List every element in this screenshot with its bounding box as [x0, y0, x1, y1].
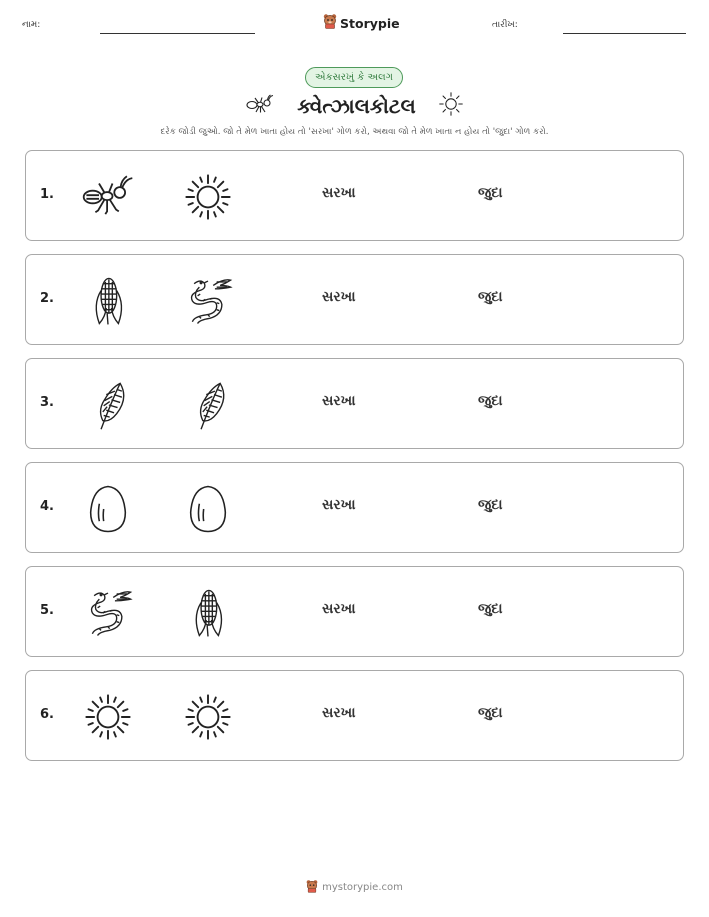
- sun-icon: [81, 691, 135, 743]
- different-option[interactable]: જુદા: [478, 705, 503, 721]
- question-row: [25, 566, 684, 657]
- different-option[interactable]: જુદા: [478, 185, 503, 201]
- question-row: [25, 150, 684, 241]
- question-number: 6.: [40, 707, 54, 722]
- worksheet-type-badge: એકસરખું કે અલગ: [305, 67, 403, 88]
- date-field[interactable]: [563, 33, 686, 34]
- different-option[interactable]: જુદા: [478, 289, 503, 305]
- question-row: [25, 462, 684, 553]
- name-field[interactable]: [100, 33, 255, 34]
- question-row: [25, 254, 684, 345]
- sun-icon: [438, 91, 464, 121]
- same-option[interactable]: સરખા: [322, 185, 356, 201]
- same-option[interactable]: સરખા: [322, 393, 356, 409]
- question-number: 4.: [40, 499, 54, 514]
- corn-icon: [81, 275, 135, 327]
- question-number: 1.: [40, 187, 54, 202]
- feather-icon: [181, 379, 235, 431]
- instructions: દરેક જોડી જુઓ. જો તે મેળ ખાતા હોય તો 'સરખા' ગોળ કરો, અથવા જો તે મેળ ખાતા ન હોય તો 'જુદા' ગોળ કરો.: [160, 127, 549, 137]
- egg-icon: [181, 483, 235, 535]
- different-option[interactable]: જુદા: [478, 393, 503, 409]
- footer-url[interactable]: mystorypie.com: [322, 882, 403, 893]
- ant-icon: [81, 171, 135, 223]
- question-number: 2.: [40, 291, 54, 306]
- question-row: [25, 670, 684, 761]
- question-number: 5.: [40, 603, 54, 618]
- same-option[interactable]: સરખા: [322, 289, 356, 305]
- bear-icon: [323, 13, 337, 33]
- question-number: 3.: [40, 395, 54, 410]
- feathered-serpent-icon: [81, 587, 135, 639]
- ant-icon: [245, 94, 275, 118]
- different-option[interactable]: જુદા: [478, 601, 503, 617]
- sun-icon: [181, 691, 235, 743]
- date-label: તારીખ:: [492, 20, 518, 30]
- same-option[interactable]: સરખા: [322, 705, 356, 721]
- egg-icon: [81, 483, 135, 535]
- page-title: ક્વેત્ઝાલકોટલ: [297, 94, 416, 118]
- storypie-logo: [323, 13, 400, 33]
- feather-icon: [81, 379, 135, 431]
- same-option[interactable]: સરખા: [322, 497, 356, 513]
- name-label: નામ:: [22, 20, 41, 30]
- title-row: [0, 91, 709, 121]
- sun-icon: [181, 171, 235, 223]
- different-option[interactable]: જુદા: [478, 497, 503, 513]
- question-row: [25, 358, 684, 449]
- feathered-serpent-icon: [181, 275, 235, 327]
- bear-icon: [306, 879, 318, 896]
- footer: [0, 879, 709, 896]
- same-option[interactable]: સરખા: [322, 601, 356, 617]
- corn-icon: [181, 587, 235, 639]
- brand-name: Storypie: [340, 15, 400, 31]
